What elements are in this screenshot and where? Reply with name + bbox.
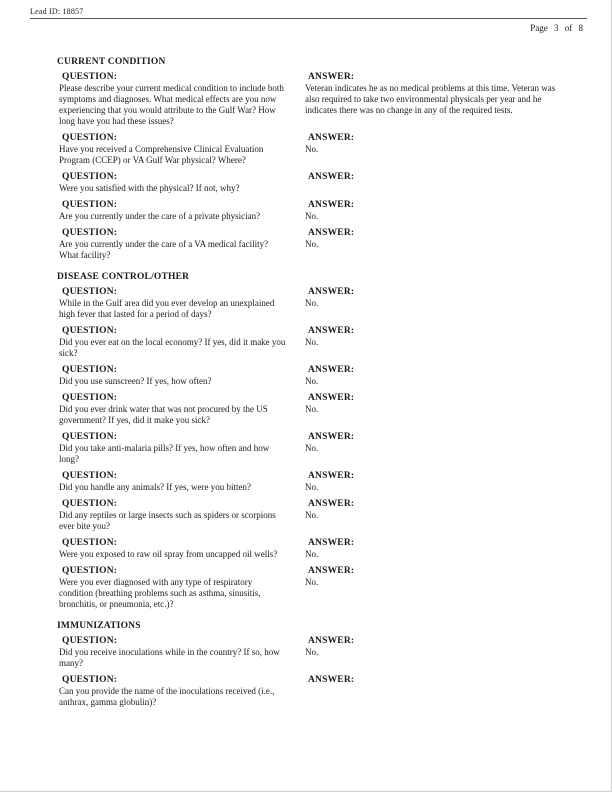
answer-column [303,471,561,493]
question-label: QUESTION: [62,228,118,238]
answer-label: ANSWER: [308,133,355,143]
page-of-label: of [564,23,573,33]
qa-pair [57,200,561,222]
qa-section [57,621,561,708]
qa-pair [57,471,561,493]
question-text: Were you exposed to raw oil spray from uncapped oil wells? [59,549,278,559]
page-label: Page [530,23,548,33]
question-column [57,72,303,127]
question-column [57,326,303,359]
qa-pair [57,172,561,194]
answer-column [303,72,561,127]
answer-column [303,228,561,261]
answer-label: ANSWER: [308,287,355,297]
question-label: QUESTION: [62,636,118,646]
qa-list [57,72,561,261]
answer-label: ANSWER: [308,675,355,685]
section-title: DISEASE CONTROL/OTHER [57,272,190,282]
answer-text: No. [305,337,319,347]
answer-column [303,172,561,194]
question-label: QUESTION: [62,200,118,210]
question-column [57,636,303,669]
question-label: QUESTION: [62,471,118,481]
question-column [57,499,303,532]
qa-section [57,57,561,261]
answer-column [303,133,561,166]
question-column [57,393,303,426]
answer-text: No. [305,647,319,657]
qa-list [57,287,561,610]
question-label: QUESTION: [62,365,118,375]
qa-pair [57,393,561,426]
question-column [57,471,303,493]
answer-text: No. [305,298,319,308]
answer-label: ANSWER: [308,499,355,509]
answer-label: ANSWER: [308,72,355,82]
question-text: Can you provide the name of the inoculations received (i.e., anthrax, gamma globulin)? [59,686,275,707]
section-title: IMMUNIZATIONS [57,621,141,631]
answer-column [303,393,561,426]
header-rule [30,18,587,19]
qa-pair [57,365,561,387]
lead-id: Lead ID: 18857 [30,7,84,16]
question-text: Did you ever eat on the local economy? If yes, did it make you sick? [59,337,286,358]
qa-pair [57,72,561,127]
answer-column [303,200,561,222]
question-column [57,228,303,261]
question-text: Did you use sunscreen? If yes, how often? [59,376,212,386]
answer-label: ANSWER: [308,228,355,238]
answer-label: ANSWER: [308,172,355,182]
question-column [57,432,303,465]
qa-pair [57,636,561,669]
question-text: Did you ever drink water that was not procured by the US government? If yes, did it make you sick? [59,404,268,425]
question-text: Have you received a Comprehensive Clinical Evaluation Program (CCEP) or VA Gulf War physical? Where? [59,144,264,165]
answer-column [303,538,561,560]
qa-pair [57,228,561,261]
question-label: QUESTION: [62,499,118,509]
answer-text: No. [305,376,319,386]
qa-list [57,636,561,708]
question-label: QUESTION: [62,566,118,576]
question-text: Did you handle any animals? If yes, were you bitten? [59,482,251,492]
question-column [57,172,303,194]
qa-pair [57,675,561,708]
answer-column [303,636,561,669]
answer-text: No. [305,510,319,520]
qa-section [57,272,561,610]
question-column [57,200,303,222]
answer-text: No. [305,239,319,249]
qa-pair [57,326,561,359]
page-total-value: 8 [578,23,583,33]
qa-pair [57,287,561,320]
page-number-value: 3 [554,23,559,33]
answer-text: No. [305,549,319,559]
question-text: Are you currently under the care of a private physician? [59,211,261,221]
answer-column [303,432,561,465]
question-label: QUESTION: [62,538,118,548]
qa-pair [57,499,561,532]
question-text: Were you satisfied with the physical? If not, why? [59,183,240,193]
question-column [57,538,303,560]
question-label: QUESTION: [62,287,118,297]
question-label: QUESTION: [62,675,118,685]
answer-text: Veteran indicates he as no medical problems at this time. Veteran was also required to take two environmental physicals per year and he indicates there was no change in any of the required tests. [305,83,556,115]
question-text: Did any reptiles or large insects such as spiders or scorpions ever bite you? [59,510,276,531]
question-column [57,365,303,387]
question-column [57,675,303,708]
answer-text: No. [305,404,319,414]
answer-label: ANSWER: [308,200,355,210]
question-text: Were you ever diagnosed with any type of respiratory condition (breathing problems such as asthma, sinusitis, bronchitis, or pneumonia, etc.)? [59,577,261,609]
answer-column [303,326,561,359]
qa-pair [57,566,561,610]
answer-label: ANSWER: [308,471,355,481]
qa-pair [57,538,561,560]
answer-column [303,365,561,387]
question-text: Did you receive inoculations while in the country? If so, how many? [59,647,280,668]
question-label: QUESTION: [62,172,118,182]
answer-text: No. [305,211,319,221]
answer-text: No. [305,144,319,154]
question-text: Are you currently under the care of a VA medical facility? What facility? [59,239,269,260]
question-label: QUESTION: [62,72,118,82]
answer-label: ANSWER: [308,432,355,442]
qa-document-body [0,33,611,708]
page-number [30,23,587,33]
answer-column [303,499,561,532]
answer-label: ANSWER: [308,636,355,646]
answer-column [303,287,561,320]
question-column [57,133,303,166]
question-label: QUESTION: [62,133,118,143]
question-text: Please describe your current medical condition to include both symptoms and diagnoses. What medical effects are you now experiencing that you would attribute to the Gulf War? How long have you had these issues? [59,83,284,126]
question-label: QUESTION: [62,432,118,442]
qa-pair [57,133,561,166]
question-label: QUESTION: [62,393,118,403]
answer-label: ANSWER: [308,566,355,576]
qa-pair [57,432,561,465]
answer-label: ANSWER: [308,326,355,336]
answer-label: ANSWER: [308,365,355,375]
sections-container [57,57,561,708]
question-text: While in the Gulf area did you ever develop an unexplained high fever that lasted for a period of days? [59,298,275,319]
answer-label: ANSWER: [308,538,355,548]
question-text: Did you take anti-malaria pills? If yes, how often and how long? [59,443,270,464]
section-title: CURRENT CONDITION [57,57,166,67]
answer-text: No. [305,577,319,587]
question-label: QUESTION: [62,326,118,336]
answer-text: No. [305,482,319,492]
question-column [57,287,303,320]
question-column [57,566,303,610]
answer-label: ANSWER: [308,393,355,403]
answer-column [303,675,561,708]
answer-column [303,566,561,610]
page-header [0,0,611,33]
answer-text: No. [305,443,319,453]
